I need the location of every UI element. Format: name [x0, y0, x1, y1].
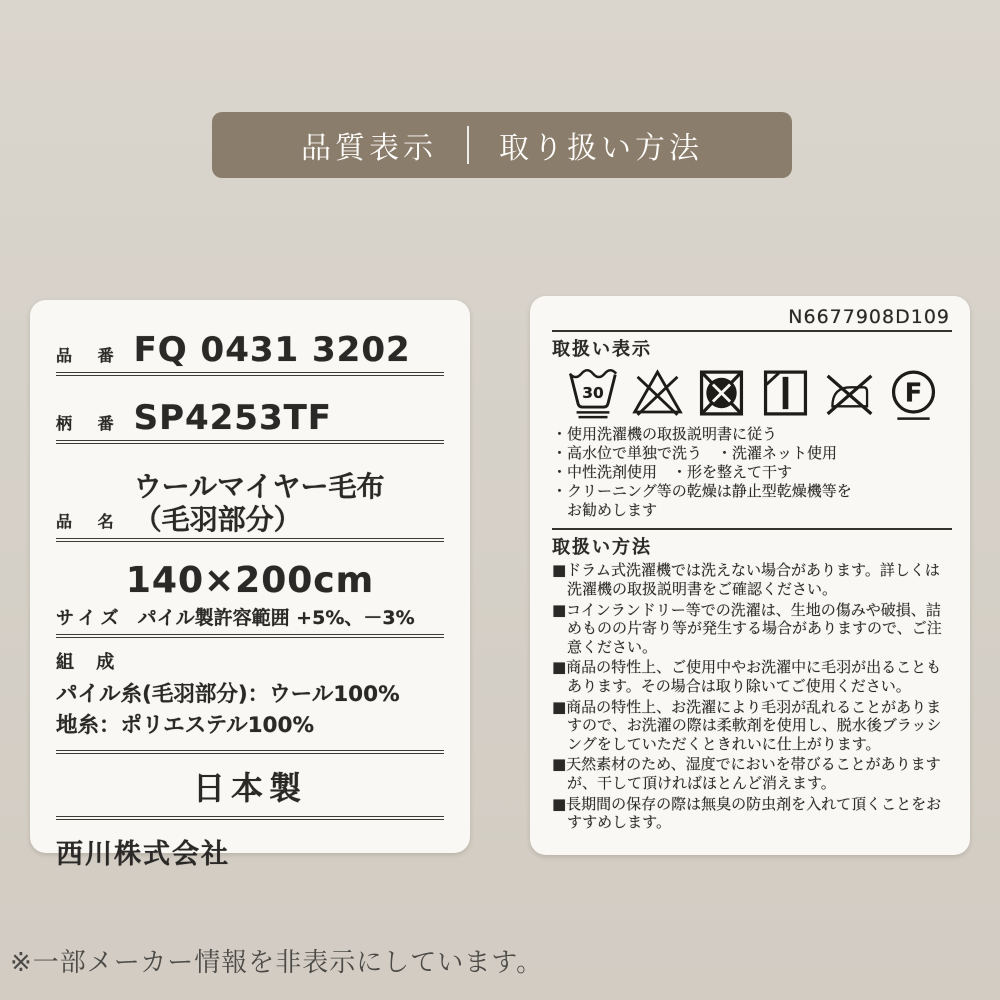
- handling-method-item: ■商品の特性上、ご使用中やお洗濯中に毛羽が出ることもあります。その場合は取り除いてご使用ください。: [552, 658, 942, 696]
- care-note-line: ・中性洗剤使用 ・形を整えて干す: [552, 462, 793, 481]
- handling-method-item: ■天然素材のため、湿度でにおいを帯びることがありますが、干して頂ければほとんど消えます。: [552, 755, 941, 792]
- svg-text:F: F: [904, 378, 923, 409]
- care-note-line: お勧めします: [552, 500, 658, 519]
- shade-line-dry-icon: [757, 362, 814, 424]
- product-name-line2: （毛羽部分）: [133, 503, 302, 537]
- composition-label: 組 成: [56, 652, 123, 674]
- tab-quality-display[interactable]: 品質表示: [301, 131, 437, 166]
- size-value: 140×200cm: [125, 560, 375, 602]
- care-note-line: ・クリーニング等の乾燥は静止型乾燥機等を: [552, 481, 852, 500]
- quality-label-image[interactable]: [30, 300, 470, 871]
- product-name-label: 品 名: [56, 512, 124, 532]
- manufacturer-info-footnote: ※一部メーカー情報を非表示にしています。: [10, 948, 544, 978]
- tab-divider: [467, 126, 469, 164]
- pattern-number-value: SP4253TF: [133, 398, 333, 438]
- size-row: [56, 603, 444, 638]
- care-symbols-row: [564, 362, 952, 424]
- composition-pile: パイル糸(毛羽部分)：ウール100%: [56, 682, 400, 708]
- pattern-number-row: [56, 398, 444, 444]
- dry-clean-petroleum-icon: [885, 362, 942, 424]
- tab-handling-method[interactable]: 取り扱い方法: [499, 131, 703, 166]
- product-name-line1: ウールマイヤー毛布: [133, 470, 385, 503]
- manufacturer-name: 西川株式会社: [56, 839, 230, 871]
- item-number-label: 品 番: [56, 346, 124, 365]
- composition-values: [56, 680, 444, 754]
- wash-30-very-gentle-icon: [564, 362, 622, 424]
- handling-method-item: ■商品の特性上、お洗濯により毛羽が乱れることがありますので、お洗濯の際は柔軟剤を使用し、脱水後ブラッシングをしていただくときれいに仕上がります。: [552, 697, 942, 753]
- product-name-row: [56, 470, 444, 542]
- section-rule: [552, 528, 952, 530]
- handling-method-list: [552, 561, 952, 831]
- label-tabs-banner: [212, 112, 792, 178]
- no-bleach-icon: [629, 362, 686, 424]
- no-iron-icon: [821, 362, 878, 424]
- item-number-row: [56, 330, 444, 376]
- handling-method-item: ■長期間の保存の際は無臭の防虫剤を入れて頂くことをおすすめします。: [552, 794, 942, 832]
- handling-method-item: ■ドラム式洗濯機では洗えない場合があります。詳しくは洗濯機の取扱説明書をご確認ください。: [552, 561, 940, 599]
- no-tumble-dry-icon: [693, 362, 750, 424]
- svg-text:30: 30: [582, 383, 604, 402]
- care-notes: [552, 425, 952, 519]
- pattern-number-label: 柄 番: [56, 414, 124, 433]
- top-rule: [552, 330, 952, 332]
- item-number-value: FQ 0431 3202: [133, 330, 411, 370]
- product-name-value: [124, 470, 444, 536]
- country-of-origin: 日本製: [56, 754, 444, 820]
- composition-ground: 地糸：ポリエステル100%: [56, 712, 314, 738]
- handling-method-item: ■コインランドリー等での洗濯は、生地の傷みや破損、詰めものの片寄り等が発生する場合がありますので、ご注意ください。: [552, 600, 942, 656]
- care-label-image[interactable]: [530, 296, 970, 855]
- size-tolerance: パイル製許容範囲 +5%、－3%: [137, 607, 415, 630]
- care-label-code: N6677908D109: [788, 306, 950, 328]
- size-label: サイズ: [56, 608, 124, 630]
- care-symbols-heading: 取扱い表示: [552, 339, 652, 360]
- handling-method-heading: 取扱い方法: [552, 537, 652, 559]
- care-note-line: ・使用洗濯機の取扱説明書に従う: [552, 425, 778, 443]
- care-note-line: ・高水位で単独で洗う ・洗濯ネット使用: [552, 443, 838, 462]
